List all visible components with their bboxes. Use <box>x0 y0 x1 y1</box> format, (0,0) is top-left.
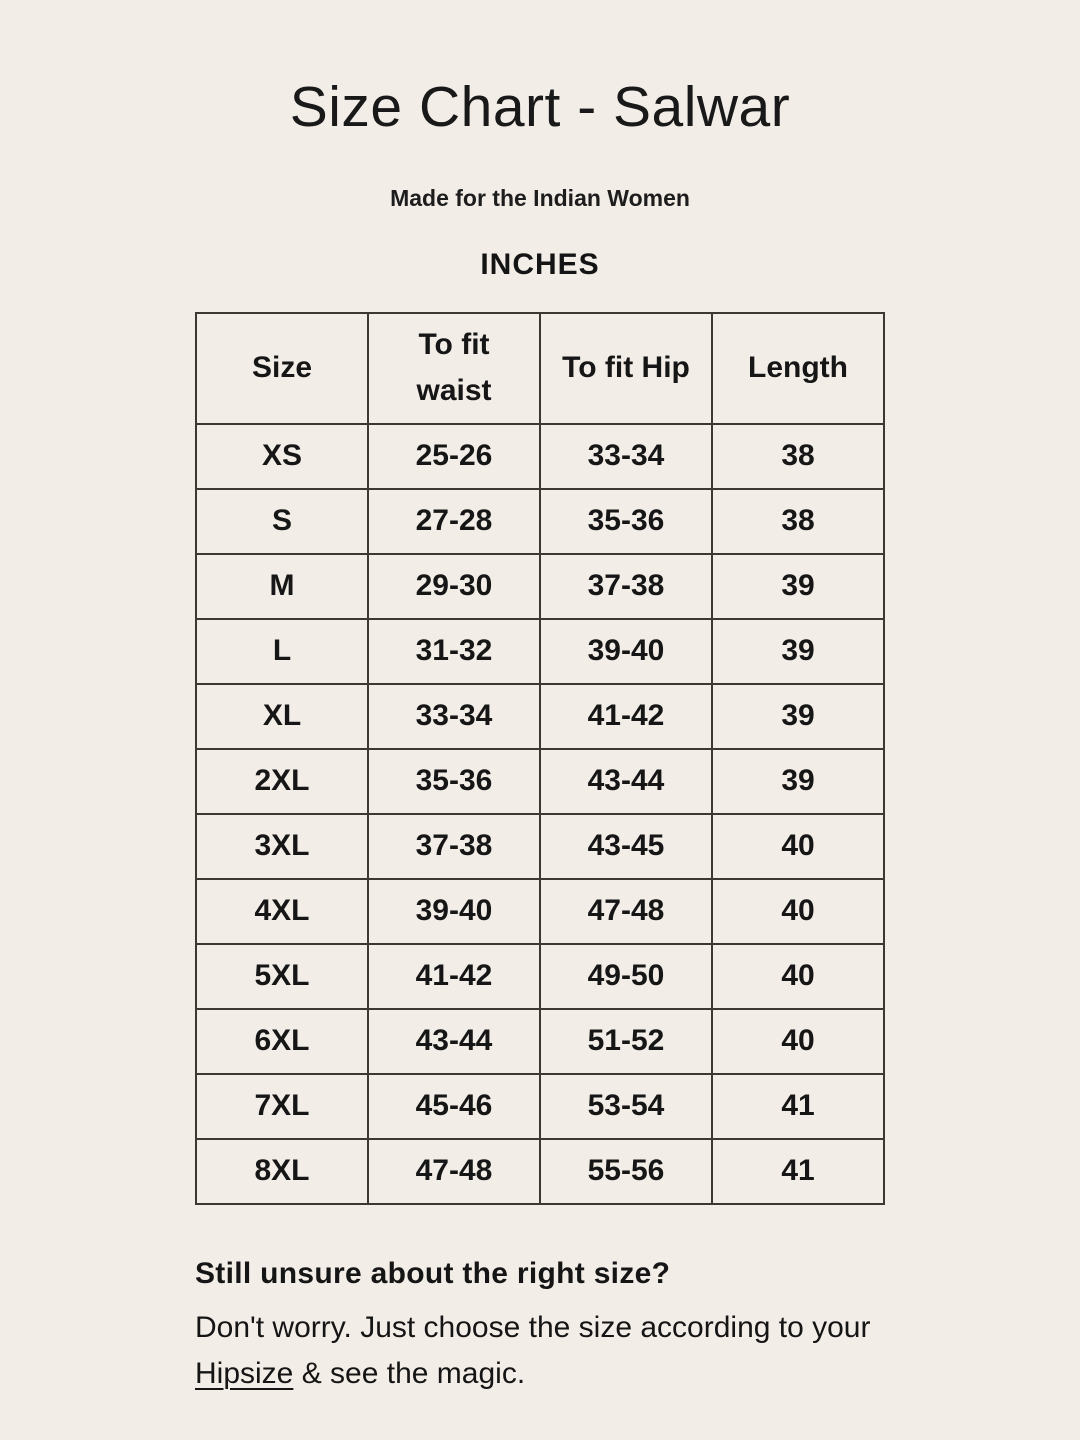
hip-cell: 43-45 <box>540 814 712 879</box>
size-cell: L <box>196 619 368 684</box>
waist-cell: 47-48 <box>368 1139 540 1204</box>
table-row <box>196 1009 884 1074</box>
size-table-header <box>196 313 884 424</box>
waist-cell: 29-30 <box>368 554 540 619</box>
size-table-body <box>196 424 884 1204</box>
length-cell: 40 <box>712 879 884 944</box>
hip-cell: 47-48 <box>540 879 712 944</box>
hip-cell: 37-38 <box>540 554 712 619</box>
table-row <box>196 879 884 944</box>
length-cell: 39 <box>712 554 884 619</box>
size-table <box>195 312 885 1205</box>
column-header-size-label: Size <box>251 350 313 384</box>
hip-cell: 33-34 <box>540 424 712 489</box>
table-row <box>196 814 884 879</box>
length-cell: 40 <box>712 814 884 879</box>
column-header-hip-label: To fit Hip <box>562 350 690 384</box>
page-title: Size Chart - Salwar <box>289 75 791 139</box>
size-cell: 2XL <box>196 749 368 814</box>
length-cell: 39 <box>712 749 884 814</box>
hip-cell: 53-54 <box>540 1074 712 1139</box>
footer-heading: Still unsure about the right size? <box>195 1256 671 1290</box>
length-cell: 39 <box>712 684 884 749</box>
waist-cell: 33-34 <box>368 684 540 749</box>
table-row <box>196 554 884 619</box>
size-cell: S <box>196 489 368 554</box>
unit-heading: INCHES <box>480 247 600 281</box>
page-subtitle: Made for the Indian Women <box>390 184 690 211</box>
length-cell: 40 <box>712 944 884 1009</box>
waist-cell: 41-42 <box>368 944 540 1009</box>
length-cell: 41 <box>712 1074 884 1139</box>
size-cell: XL <box>196 684 368 749</box>
hip-cell: 55-56 <box>540 1139 712 1204</box>
hip-cell: 49-50 <box>540 944 712 1009</box>
waist-cell: 37-38 <box>368 814 540 879</box>
footer-note <box>195 1257 885 1398</box>
size-cell: 3XL <box>196 814 368 879</box>
footer-line2 <box>195 1351 885 1398</box>
length-cell: 38 <box>712 424 884 489</box>
size-cell: 6XL <box>196 1009 368 1074</box>
hip-cell: 39-40 <box>540 619 712 684</box>
length-cell: 40 <box>712 1009 884 1074</box>
size-cell: 4XL <box>196 879 368 944</box>
waist-cell: 25-26 <box>368 424 540 489</box>
table-row <box>196 619 884 684</box>
length-cell: 39 <box>712 619 884 684</box>
footer-line2-rest: & see the magic. <box>293 1357 526 1391</box>
waist-cell: 35-36 <box>368 749 540 814</box>
size-cell: 5XL <box>196 944 368 1009</box>
column-header-waist-label: To fit waist <box>416 327 492 408</box>
header-row <box>196 313 884 424</box>
hip-cell: 51-52 <box>540 1009 712 1074</box>
size-cell: XS <box>196 424 368 489</box>
table-row <box>196 1139 884 1204</box>
waist-cell: 27-28 <box>368 489 540 554</box>
size-cell: M <box>196 554 368 619</box>
size-cell: 8XL <box>196 1139 368 1204</box>
waist-cell: 39-40 <box>368 879 540 944</box>
hip-cell: 41-42 <box>540 684 712 749</box>
length-cell: 41 <box>712 1139 884 1204</box>
waist-cell: 43-44 <box>368 1009 540 1074</box>
hip-cell: 43-44 <box>540 749 712 814</box>
column-header-length-label: Length <box>748 350 848 384</box>
table-row <box>196 684 884 749</box>
size-cell: 7XL <box>196 1074 368 1139</box>
column-header-hip <box>540 313 712 424</box>
footer-line1: Don't worry. Just choose the size according to your <box>195 1310 871 1344</box>
length-cell: 38 <box>712 489 884 554</box>
waist-cell: 45-46 <box>368 1074 540 1139</box>
hip-cell: 35-36 <box>540 489 712 554</box>
table-row <box>196 489 884 554</box>
column-header-size <box>196 313 368 424</box>
table-row <box>196 424 884 489</box>
column-header-waist <box>368 313 540 424</box>
table-row <box>196 749 884 814</box>
table-row <box>196 944 884 1009</box>
table-row <box>196 1074 884 1139</box>
hipsize-link[interactable]: Hipsize <box>195 1357 294 1391</box>
column-header-length <box>712 313 884 424</box>
waist-cell: 31-32 <box>368 619 540 684</box>
